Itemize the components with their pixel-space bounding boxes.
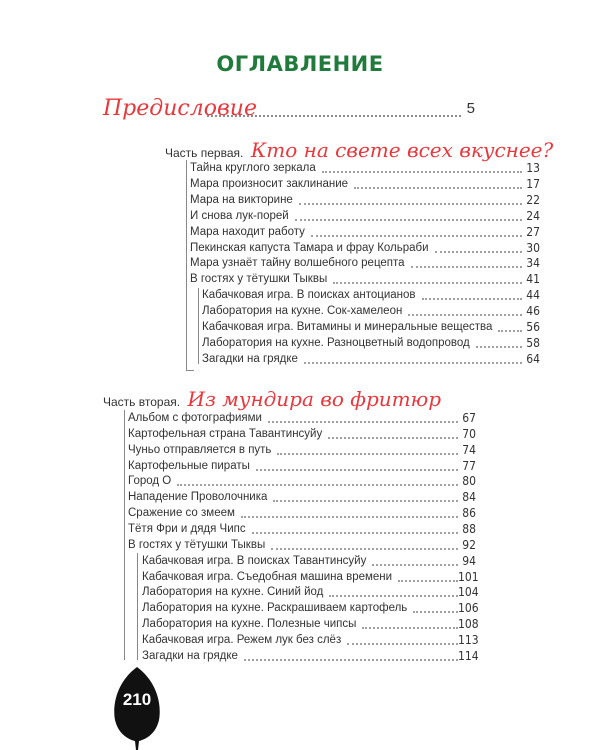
leader-dots — [177, 484, 458, 486]
part1-prefix: Часть первая. — [165, 146, 244, 160]
entry-title: Тётя Фри и дядя Чипс — [128, 522, 246, 535]
leader-dots — [422, 298, 522, 300]
entry-title: Загадки на грядке — [202, 352, 298, 365]
toc-subentry — [202, 319, 540, 335]
leader-dots — [241, 516, 458, 518]
entry-page: 24 — [526, 208, 540, 223]
entry-title: Пекинская капуста Тамара и фрау Кольраби — [190, 241, 429, 254]
toc-entry — [190, 255, 540, 271]
leader-dots — [329, 595, 458, 597]
leader-dots — [252, 532, 458, 534]
entry-title: В гостях у тётушки Тыквы — [128, 538, 266, 551]
entry-title: Кабачковая игра. Съедобная машина времени — [142, 570, 393, 583]
entry-title: Мара на викторине — [190, 193, 293, 206]
leader-dots — [372, 564, 458, 566]
leader-dots — [435, 251, 522, 253]
entry-title: Нападение Проволочника — [128, 491, 268, 504]
entry-page: 70 — [462, 426, 476, 441]
entry-page: 27 — [526, 224, 540, 239]
entry-title: Кабачковая игра. В поисках Тавантинсуйу — [142, 554, 367, 567]
page-number: 210 — [122, 690, 152, 709]
toc-entry — [128, 442, 476, 458]
entry-title: Картофельная страна Тавантинсуйу — [128, 427, 323, 440]
toc-entry — [190, 208, 540, 224]
entry-page: 67 — [462, 411, 476, 425]
leader-dots — [256, 469, 458, 471]
entry-title: Город О — [128, 475, 172, 488]
entry-page: 94 — [462, 553, 476, 568]
toc-entry — [190, 192, 540, 208]
preface-page: 5 — [466, 100, 475, 117]
part1-hline — [186, 370, 194, 371]
entry-title: Лаборатория на кухне. Синий йод — [142, 586, 324, 599]
leader-dots — [333, 282, 522, 284]
entry-page: 84 — [462, 490, 476, 505]
entry-page: 17 — [526, 176, 540, 191]
leader-dots — [411, 266, 522, 268]
toc-entry — [128, 473, 476, 489]
leader-dots — [354, 187, 522, 189]
toc-subentry — [142, 648, 479, 664]
entry-title: Загадки на грядке — [142, 649, 238, 662]
entry-page: 30 — [526, 240, 540, 255]
toc-subentry — [202, 287, 540, 303]
leader-dots — [277, 453, 458, 455]
entry-title: Лаборатория на кухне. Полезные чипсы — [142, 618, 357, 631]
entry-page: 88 — [462, 521, 476, 536]
entry-page: 104 — [458, 585, 479, 600]
entry-title: Кабачковая игра. Режем лук без слёз — [142, 633, 342, 646]
part2-heading — [103, 387, 441, 411]
leader-dots — [268, 421, 458, 423]
entry-page: 114 — [458, 648, 479, 663]
leader-dots — [476, 346, 522, 348]
entry-title: Мара произносит заклинание — [190, 177, 349, 190]
toc-subentry — [202, 335, 540, 351]
entry-title: И снова лук-порей — [190, 209, 289, 222]
leader-dots — [498, 330, 522, 332]
leader-dots — [408, 314, 522, 316]
leader-dots — [322, 171, 522, 173]
entry-title: В гостях у тётушки Тыквы — [190, 273, 328, 286]
entry-title: Кабачковая игра. В поисках антоцианов — [202, 289, 416, 302]
entry-page: 46 — [526, 304, 540, 319]
toc-subentry — [142, 632, 479, 648]
entry-page: 86 — [462, 506, 476, 521]
toc-entry — [190, 271, 540, 287]
toc-subentry — [142, 616, 479, 632]
toc-entry — [190, 240, 540, 256]
entry-page: 22 — [526, 192, 540, 207]
toc-entry — [190, 224, 540, 240]
entry-title: Лаборатория на кухне. Сок-хамелеон — [202, 305, 403, 318]
part2-title: Из мундира во фритюр — [187, 387, 442, 411]
toc-entry — [128, 505, 476, 521]
preface-entry — [103, 96, 475, 122]
entry-page: 58 — [526, 335, 540, 350]
entry-title: Сражение со змеем — [128, 507, 235, 520]
leader-dots — [295, 219, 522, 221]
page-title: ОГЛАВЛЕНИЕ — [216, 52, 384, 76]
part1-vline — [186, 160, 187, 370]
entry-page: 92 — [462, 537, 476, 552]
entry-page: 64 — [526, 351, 540, 366]
toc-entry — [190, 160, 540, 176]
entry-page: 106 — [458, 601, 479, 616]
entry-title: Лаборатория на кухне. Разноцветный водопровод — [202, 336, 470, 349]
toc-subentry — [142, 569, 479, 585]
part1-sub-vline — [198, 288, 199, 364]
leader-dots — [273, 500, 458, 502]
toc-entry — [128, 426, 476, 442]
part2-prefix: Часть вторая. — [103, 395, 181, 409]
toc-entry — [128, 521, 476, 537]
part1-title: Кто на свете всех вкуснее? — [250, 138, 554, 162]
part2-sub-vline — [137, 553, 138, 660]
toc-subentry — [202, 303, 540, 319]
entry-title: Мара узнаёт тайну волшебного рецепта — [190, 257, 405, 270]
entry-page: 13 — [526, 161, 540, 175]
entry-page: 80 — [462, 474, 476, 489]
leader-dots — [304, 362, 522, 364]
entry-page: 77 — [462, 458, 476, 473]
toc-subentry — [142, 553, 476, 569]
entry-page: 113 — [458, 632, 479, 647]
toc-subentry — [142, 584, 479, 600]
leader-dots — [207, 115, 461, 117]
entry-page: 101 — [458, 569, 479, 584]
entry-page: 44 — [526, 288, 540, 303]
leader-dots — [362, 627, 458, 629]
leader-dots — [271, 548, 458, 550]
part2-vline — [124, 410, 125, 660]
entry-page: 56 — [526, 320, 540, 334]
leader-dots — [347, 643, 458, 645]
entry-title: Тайна круглого зеркала — [190, 162, 316, 174]
entry-page: 74 — [462, 442, 476, 457]
entry-page: 41 — [526, 272, 540, 287]
toc-entry — [190, 176, 540, 192]
leader-dots — [398, 580, 458, 582]
leader-dots — [413, 611, 458, 613]
toc-subentry — [142, 600, 479, 616]
entry-title: Мара находит работу — [190, 225, 305, 238]
entry-title: Картофельные пираты — [128, 459, 250, 472]
leader-dots — [328, 437, 458, 439]
entry-title: Альбом с фотографиями — [128, 412, 262, 424]
entry-title: Лаборатория на кухне. Раскрашиваем картофель — [142, 602, 408, 615]
entry-title: Чуньо отправляется в путь — [128, 443, 272, 456]
toc-subentry — [202, 351, 540, 367]
toc-entry — [128, 410, 476, 426]
entry-page: 34 — [526, 256, 540, 271]
leader-dots — [244, 659, 458, 661]
leader-dots — [311, 235, 522, 237]
entry-page: 108 — [458, 617, 479, 632]
toc-entry — [128, 489, 476, 505]
toc-entry — [128, 458, 476, 474]
entry-title: Кабачковая игра. Витамины и минеральные вещества — [202, 321, 493, 333]
part1-heading — [165, 138, 553, 162]
leader-dots — [299, 203, 522, 205]
toc-entry — [128, 537, 476, 553]
preface-label: Предисловие — [103, 96, 257, 121]
